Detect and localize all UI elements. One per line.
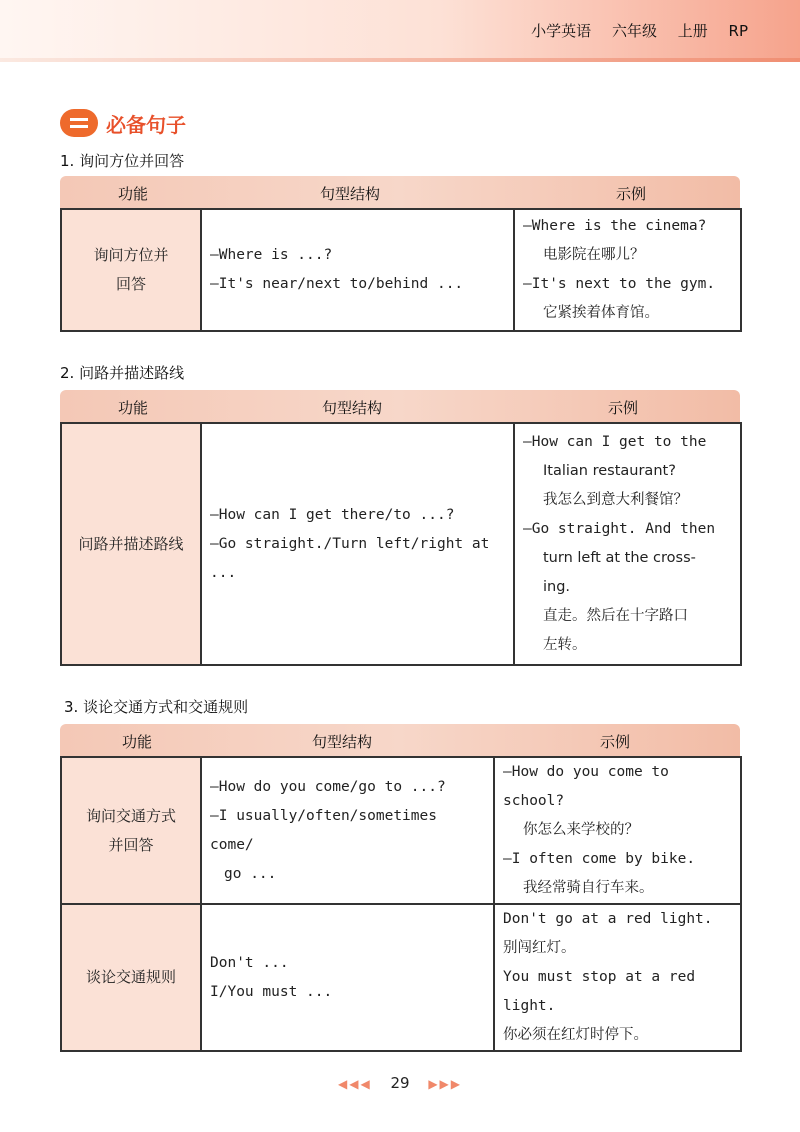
subsection-title-1: 1. 询问方位并回答	[60, 152, 185, 170]
example-cell: —Where is the cinema? 电影院在哪儿？ —It's next to the gym. 它紧挨着体育馆。	[514, 209, 741, 331]
structure-cell: —Where is ...? —It's near/next to/behind ...	[201, 209, 514, 331]
right-arrows-icon: ▶▶▶	[428, 1077, 463, 1091]
table-row	[61, 423, 741, 665]
col-header-example: 示例	[608, 399, 639, 417]
table-row	[61, 757, 741, 904]
col-header-function: 功能	[122, 733, 153, 751]
col-header-example: 示例	[616, 185, 647, 203]
example-cell: —How can I get to the Italian restaurant? 我怎么到意大利餐馆？ —Go straight. And then turn left at the cross- ing. 直走。然后在十字路口 左转。	[514, 423, 741, 665]
example-cell: —How do you come to school? 你怎么来学校的？ —I often come by bike. 我经常骑自行车来。	[494, 757, 741, 904]
sentence-table-2	[60, 422, 742, 666]
running-header	[515, 20, 748, 41]
table-row	[61, 209, 741, 331]
header-divider	[0, 58, 800, 62]
col-header-structure: 句型结构	[312, 733, 373, 751]
header-grade: 六年级	[611, 22, 657, 40]
structure-cell: —How do you come/go to ...? —I usually/often/sometimes come/ go ...	[201, 757, 494, 904]
header-subject: 小学英语	[531, 22, 592, 40]
structure-cell: —How can I get there/to ...? —Go straight./Turn left/right at ...	[201, 423, 514, 665]
left-arrows-icon: ◀◀◀	[337, 1077, 372, 1091]
structure-cell: Don't ... I/You must ...	[201, 904, 494, 1051]
subsection-title-2: 2. 问路并描述路线	[60, 364, 185, 382]
function-cell: 询问方位并 回答	[61, 209, 201, 331]
table-row	[61, 904, 741, 1051]
col-header-structure: 句型结构	[322, 399, 383, 417]
section-heading	[60, 108, 186, 138]
page-number: 29	[390, 1074, 410, 1092]
function-cell: 问路并描述路线	[61, 423, 201, 665]
header-volume: 上册	[677, 22, 708, 40]
sentence-table-1	[60, 208, 742, 332]
table-header-1	[60, 176, 740, 208]
section-title: 必备句子	[106, 112, 186, 137]
example-cell: Don't go at a red light. 别闯红灯。 You must stop at a red light. 你必须在红灯时停下。	[494, 904, 741, 1051]
col-header-function: 功能	[118, 185, 149, 203]
col-header-structure: 句型结构	[320, 185, 381, 203]
section-number-icon	[60, 109, 98, 137]
col-header-function: 功能	[118, 399, 149, 417]
page-footer	[0, 1074, 800, 1092]
subsection-title-3: 3. 谈论交通方式和交通规则	[64, 698, 249, 716]
header-edition: RP	[728, 22, 748, 40]
function-cell: 谈论交通规则	[61, 904, 201, 1051]
table-header-3	[60, 724, 740, 756]
sentence-table-3	[60, 756, 742, 1052]
col-header-example: 示例	[600, 733, 631, 751]
function-cell: 询问交通方式 并回答	[61, 757, 201, 904]
table-header-2	[60, 390, 740, 422]
